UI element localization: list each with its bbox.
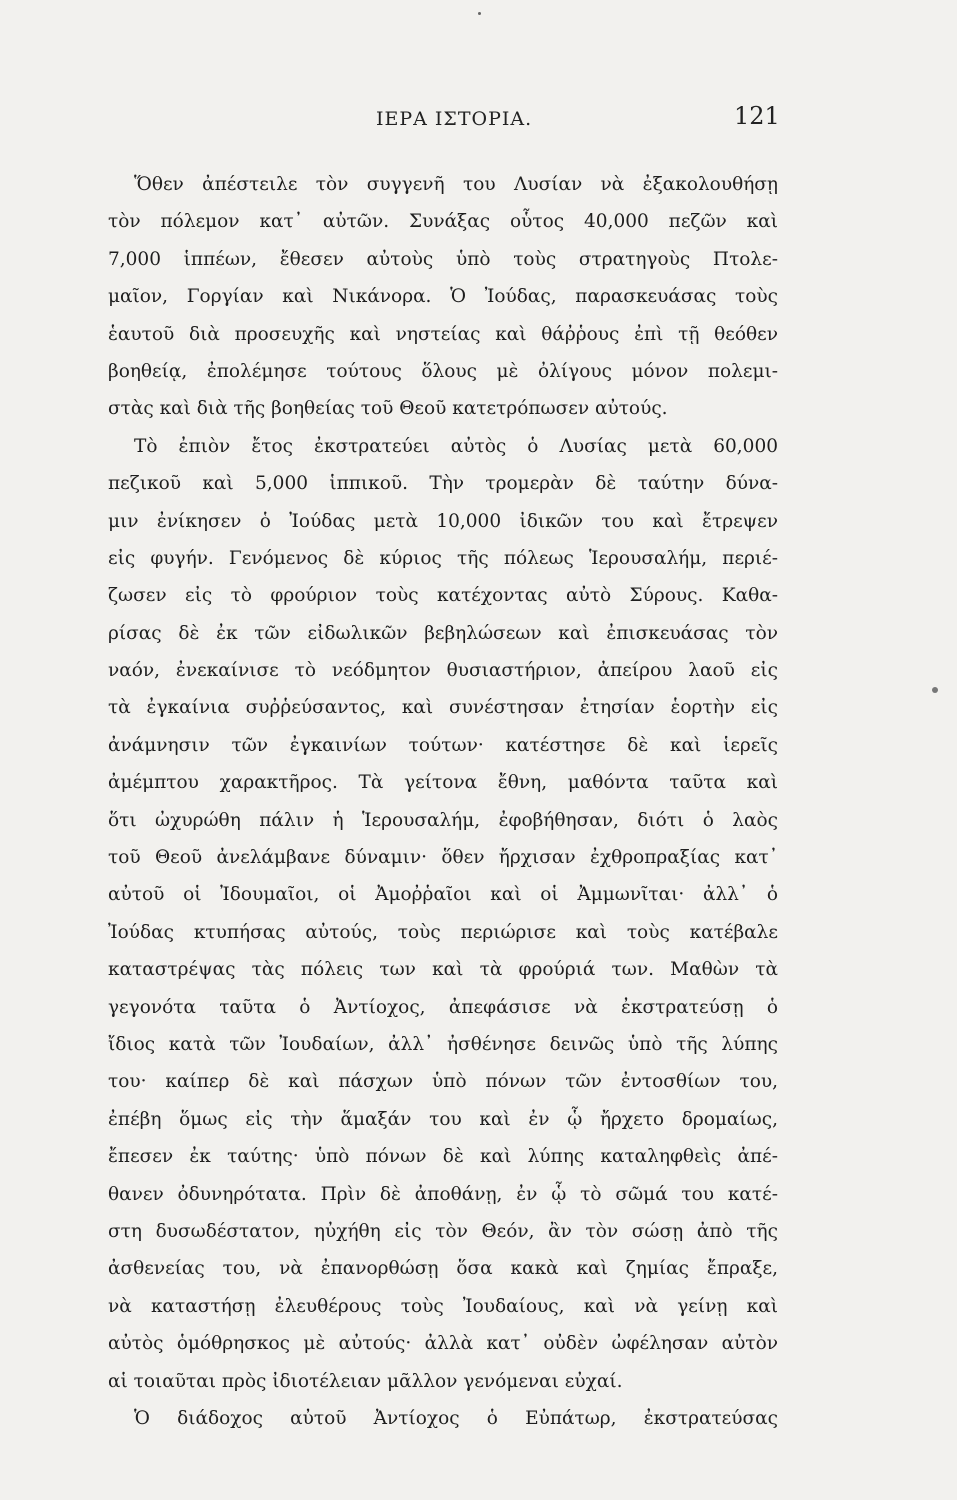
text-line: μιν ἐνίκησεν ὁ Ἰούδας μετὰ 10,000 ἰδικῶν του καὶ ἔτρεψεν: [108, 510, 778, 532]
body-text: [108, 166, 778, 1437]
text-line: εἰς φυγήν. Γενόμενος δὲ κύριος τῆς πόλεως Ἱερουσαλήμ, περιέ-: [108, 547, 778, 569]
running-head: ΙΕΡΑ ΙΣΤΟΡΙΑ.: [376, 108, 533, 130]
text-line: μαῖον, Γοργίαν καὶ Νικάνορα. Ὁ Ἰούδας, παρασκευάσας τοὺς: [108, 286, 778, 308]
text-line: τὰ ἐγκαίνια συῤῥεύσαντος, καὶ συνέστησαν ἐτησίαν ἑορτὴν εἰς: [108, 697, 778, 719]
text-line: ἴδιος κατὰ τῶν Ἰουδαίων, ἀλλ᾽ ἠσθένησε δεινῶς ὑπὸ τῆς λύπης: [108, 1033, 778, 1055]
text-line: ἐπέβη ὅμως εἰς τὴν ἅμαξάν του καὶ ἐν ᾧ ἤρχετο δρομαίως,: [108, 1108, 778, 1130]
text-line: πεζικοῦ καὶ 5,000 ἱππικοῦ. Τὴν τρομερὰν δὲ ταύτην δύνα-: [108, 473, 778, 495]
text-line: ζωσεν εἰς τὸ φρούριον τοὺς κατέχοντας αὐτὸ Σύρους. Καθα-: [108, 585, 778, 607]
text-line: Τὸ ἐπιὸν ἔτος ἐκστρατεύει αὐτὸς ὁ Λυσίας μετὰ 60,000: [134, 435, 778, 457]
text-line: ἀμέμπτου χαρακτῆρος. Τὰ γείτονα ἔθνη, μαθόντα ταῦτα καὶ: [108, 772, 778, 794]
text-line: αὐτὸς ὁμόθρησκος μὲ αὐτούς· ἀλλὰ κατ᾽ οὐδὲν ὠφέλησαν αὐτὸν: [108, 1333, 778, 1355]
ink-speck: [932, 687, 938, 693]
text-line: ναόν, ἐνεκαίνισε τὸ νεόδμητον θυσιαστήριον, ἀπείρου λαοῦ εἰς: [108, 660, 778, 682]
text-line: Ὁ διάδοχος αὐτοῦ Ἀντίοχος ὁ Εὐπάτωρ, ἐκστρατεύσας: [134, 1407, 778, 1429]
text-line: θανεν ὀδυνηρότατα. Πρὶν δὲ ἀποθάνῃ, ἐν ᾧ τὸ σῶμά του κατέ-: [108, 1183, 778, 1205]
text-line: τοῦ Θεοῦ ἀνελάμβανε δύναμιν· ὅθεν ἤρχισαν ἐχθροπραξίας κατ᾽: [108, 847, 778, 869]
text-line: τὸν πόλεμον κατ᾽ αὐτῶν. Συνάξας οὗτος 40,000 πεζῶν καὶ: [108, 211, 778, 233]
text-line: αὐτοῦ οἱ Ἰδουμαῖοι, οἱ Ἀμοῤῥαῖοι καὶ οἱ Ἀμμωνῖται· ἀλλ᾽ ὁ: [108, 884, 778, 906]
text-line: στη δυσωδέστατον, ηὐχήθη εἰς τὸν Θεόν, ἂν τὸν σώσῃ ἀπὸ τῆς: [108, 1220, 778, 1242]
text-line: Ἰούδας κτυπήσας αὐτούς, τοὺς περιώρισε καὶ τοὺς κατέβαλε: [108, 921, 778, 943]
text-line: ἀνάμνησιν τῶν ἐγκαινίων τούτων· κατέστησε δὲ καὶ ἱερεῖς: [108, 734, 778, 756]
page-header: [0, 100, 957, 136]
text-line: καταστρέψας τὰς πόλεις των καὶ τὰ φρούριά των. Μαθὼν τὰ: [108, 959, 778, 981]
text-line: ὅτι ὠχυρώθη πάλιν ἡ Ἱερουσαλήμ, ἐφοβήθησαν, διότι ὁ λαὸς: [108, 809, 778, 831]
text-line: ἔπεσεν ἐκ ταύτης· ὑπὸ πόνων δὲ καὶ λύπης καταληφθεὶς ἀπέ-: [108, 1146, 778, 1168]
text-line: βοηθείᾳ, ἐπολέμησε τούτους ὅλους μὲ ὀλίγους μόνον πολεμι-: [108, 360, 778, 382]
text-line: ἀσθενείας του, νὰ ἐπανορθώσῃ ὅσα κακὰ καὶ ζημίας ἔπραξε,: [108, 1258, 778, 1280]
text-line: 7,000 ἱππέων, ἔθεσεν αὐτοὺς ὑπὸ τοὺς στρατηγοὺς Πτολε-: [108, 248, 778, 270]
text-line: ἑαυτοῦ διὰ προσευχῆς καὶ νηστείας καὶ θάῤῥους ἐπὶ τῇ θεόθεν: [108, 323, 778, 345]
ink-speck: [478, 12, 481, 15]
text-line: νὰ καταστήσῃ ἐλευθέρους τοὺς Ἰουδαίους, καὶ νὰ γείνῃ καὶ: [108, 1295, 778, 1317]
text-line: του· καίπερ δὲ καὶ πάσχων ὑπὸ πόνων τῶν ἐντοσθίων του,: [108, 1071, 778, 1093]
text-line: Ὅθεν ἀπέστειλε τὸν συγγενῆ του Λυσίαν νὰ ἐξακολουθήσῃ: [134, 174, 778, 195]
text-line: αἱ τοιαῦται πρὸς ἰδιοτέλειαν μᾶλλον γενόμεναι εὐχαί.: [108, 1370, 623, 1392]
page-number: 121: [734, 102, 780, 130]
text-line: στὰς καὶ διὰ τῆς βοηθείας τοῦ Θεοῦ κατετρόπωσεν αὐτούς.: [108, 398, 668, 420]
text-line: γεγονότα ταῦτα ὁ Ἀντίοχος, ἀπεφάσισε νὰ ἐκστρατεύσῃ ὁ: [108, 996, 778, 1018]
text-line: ρίσας δὲ ἐκ τῶν εἰδωλικῶν βεβηλώσεων καὶ ἐπισκευάσας τὸν: [108, 622, 778, 644]
